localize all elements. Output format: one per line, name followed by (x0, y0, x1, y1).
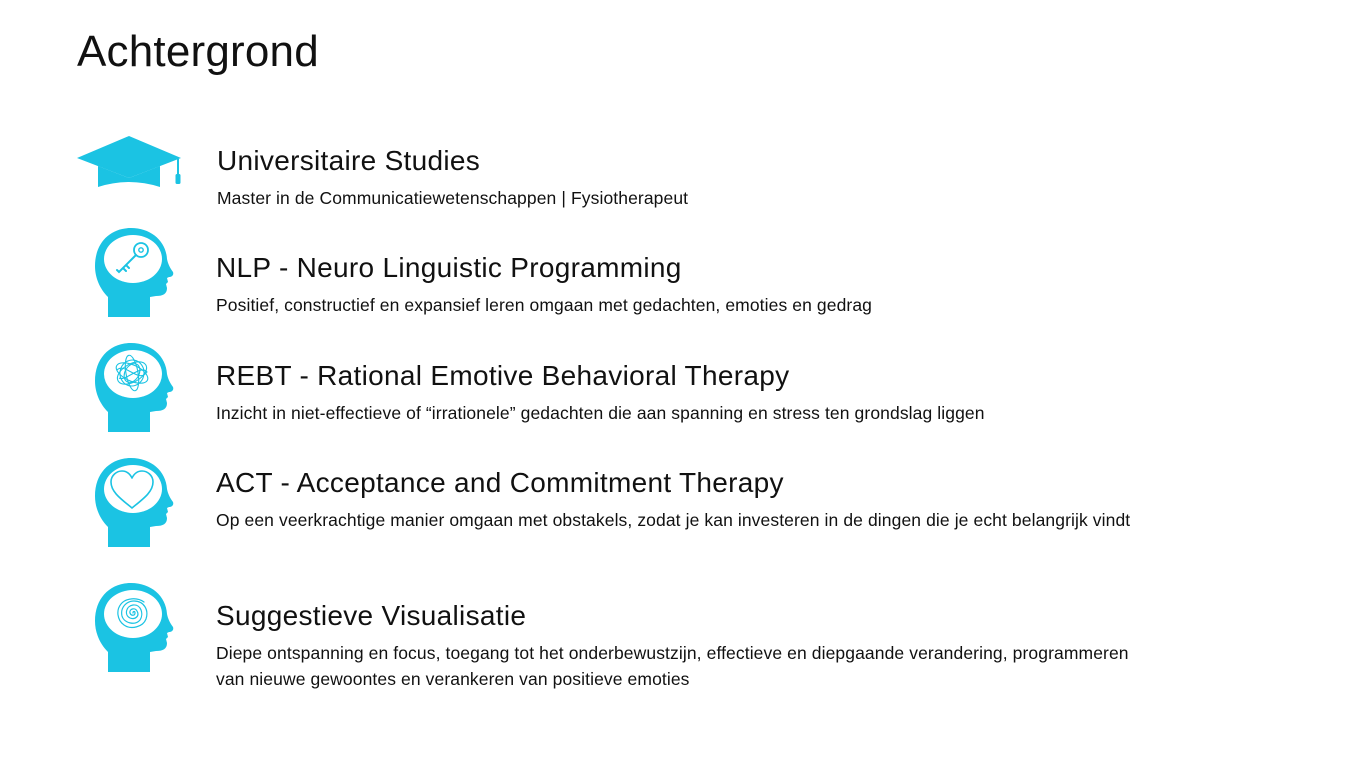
page-title: Achtergrond (77, 27, 319, 76)
section-description-nlp: Positief, constructief en expansief leren omgaan met gedachten, emoties en gedrag (216, 295, 872, 315)
section-description-visualisation: Diepe ontspanning en focus, toegang tot het onderbewustzijn, effectieve en diepgaande verandering, programmeren van nieuwe gewoontes en verankeren van positieve emoties (216, 643, 1129, 689)
section-title-university: Universitaire Studies (217, 145, 481, 176)
section-description-university: Master in de Communicatiewetenschappen | Fysiotherapeut (217, 188, 689, 208)
section-title-nlp: NLP - Neuro Linguistic Programming (216, 252, 682, 283)
section-title-rebt: REBT - Rational Emotive Behavioral Therapy (216, 360, 790, 391)
section-description-rebt: Inzicht in niet-effectieve of “irrationele” gedachten die aan spanning en stress ten grondslag liggen (216, 403, 985, 423)
section-title-visualisation: Suggestieve Visualisatie (216, 600, 527, 631)
head-heart-icon (95, 457, 175, 547)
head-spiral-icon (95, 582, 175, 672)
head-key-icon (95, 227, 175, 317)
graduation-cap-icon (76, 134, 184, 190)
section-description-act: Op een veerkrachtige manier omgaan met obstakels, zodat je kan investeren in de dingen die je echt belangrijk vindt (216, 510, 1131, 530)
section-title-act: ACT - Acceptance and Commitment Therapy (216, 467, 784, 498)
head-tangle-icon (95, 342, 175, 432)
